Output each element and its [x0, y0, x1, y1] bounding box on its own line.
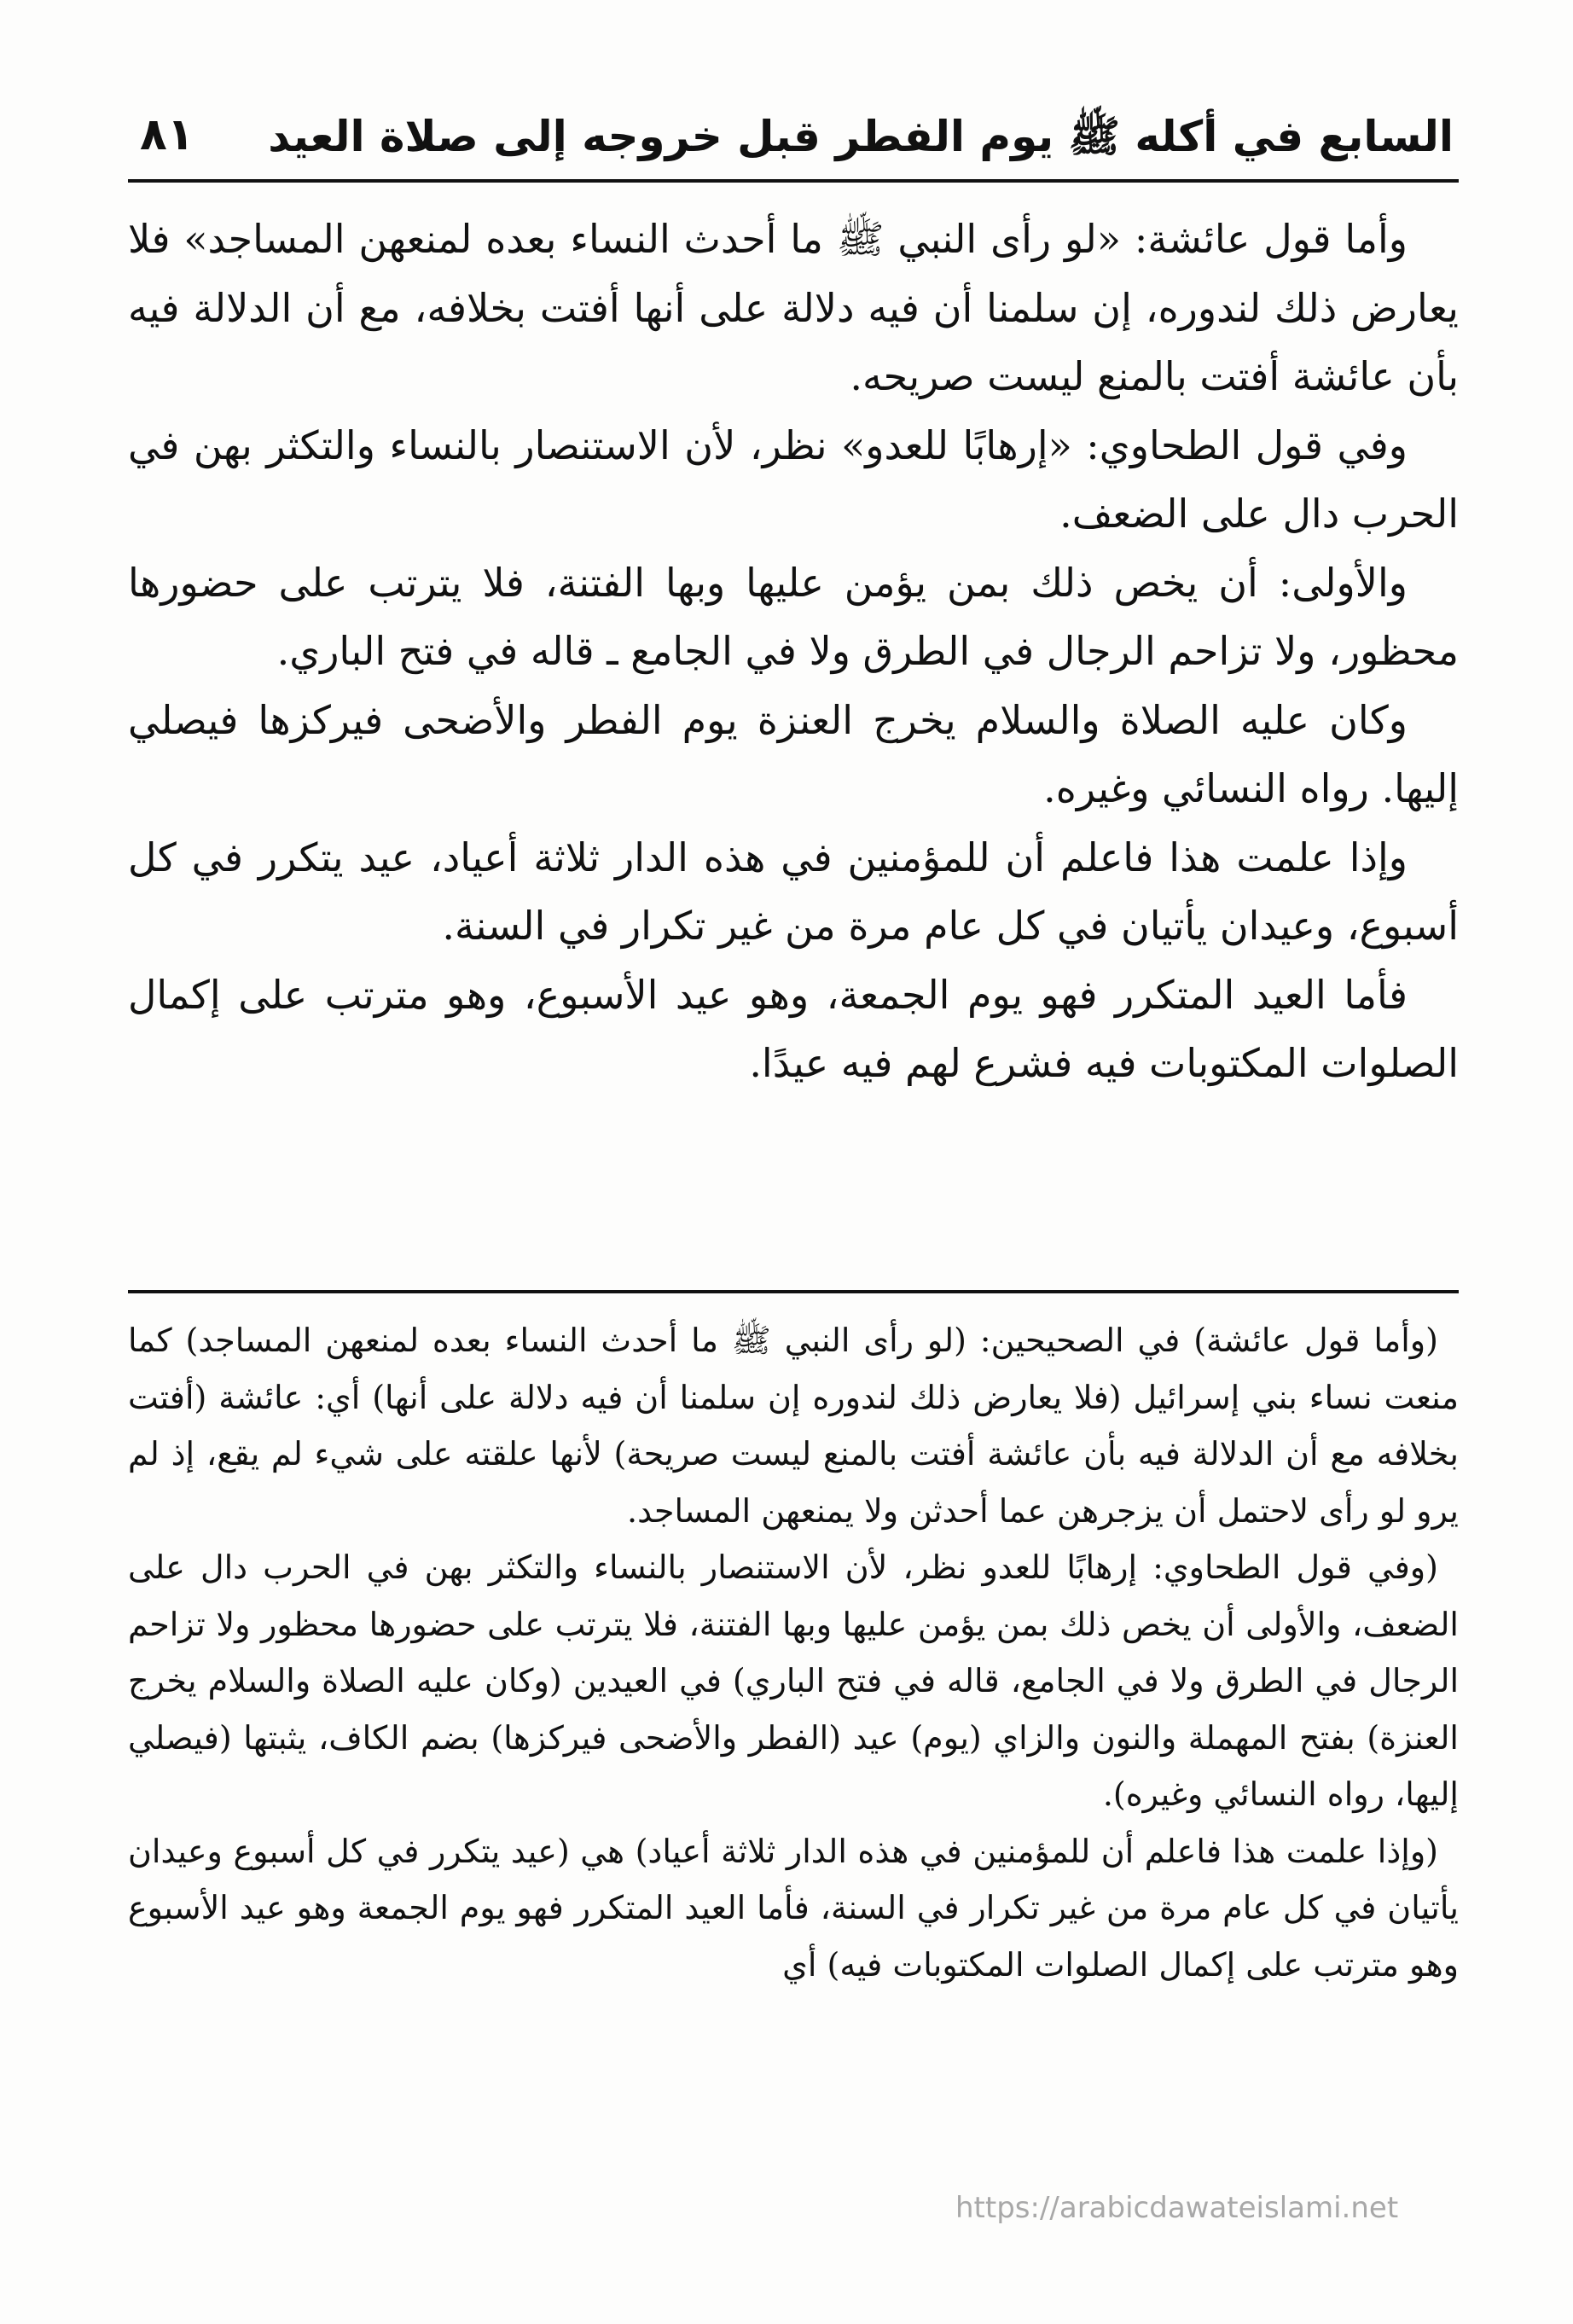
main-text [128, 205, 1459, 1098]
page-number: ٨١ [140, 109, 194, 160]
main-paragraph: وأما قول عائشة: «لو رأى النبي ﷺ ما أحدث النساء بعده لمنعهن المساجد» فلا يعارض ذلك لندوره، إن سلمنا أن فيه دلالة على أنها أفتت بخلافه، مع أن الدلالة فيه بأن عائشة أفتت بالمنع ليست صريحه. [128, 216, 1459, 399]
main-paragraph: فأما العيد المتكرر فهو يوم الجمعة، وهو عيد الأسبوع، وهو مترتب على إكمال الصلوات المكتوبات فيه فشرع لهم فيه عيدًا. [128, 971, 1459, 1086]
commentary-paragraph: (وفي قول الطحاوي: إرهابًا للعدو نظر، لأن الاستنصار بالنساء والتكثر بهن في الحرب دال على الضعف، والأولى أن يخص ذلك بمن يؤمن عليها وبها الفتنة، فلا يترتب على حضورها محظور ولا تزاحم الرجال في الطرق ولا في الجامع، قاله في فتح الباري) في العيدين (وكان عليه الصلاة والسلام يخرج العنزة) بفتح المهملة والنون والزاي (يوم) عيد (الفطر والأضحى فيركزها) بضم الكاف، يثبتها (فيصلي إليها، رواه النسائي وغيره). [128, 1548, 1459, 1813]
main-paragraph: وفي قول الطحاوي: «إرهابًا للعدو» نظر، لأن الاستنصار بالنساء والتكثر بهن في الحرب دال على الضعف. [128, 421, 1459, 537]
section-divider [128, 1290, 1459, 1293]
commentary-paragraph: (وإذا علمت هذا فاعلم أن للمؤمنين في هذه الدار ثلاثة أعياد) هي (عيد يتكرر في كل أسبوع وعيدان يأتيان في كل عام مرة من غير تكرار في السنة، فأما العيد المتكرر فهو يوم الجمعة وهو عيد الأسبوع وهو مترتب على إكمال الصلوات المكتوبات فيه) أي [128, 1832, 1459, 1984]
running-title: السابع في أكله ﷺ يوم الفطر قبل خروجه إلى صلاة العيد [268, 112, 1454, 161]
main-paragraph: والأولى: أن يخص ذلك بمن يؤمن عليها وبها الفتنة، فلا يترتب على حضورها محظور، ولا تزاحم الرجال في الطرق ولا في الجامع ـ قاله في فتح الباري. [128, 559, 1459, 674]
main-paragraph: وكان عليه الصلاة والسلام يخرج العنزة يوم الفطر والأضحى فيركزها فيصلي إليها. رواه النسائي وغيره. [128, 696, 1459, 811]
commentary-paragraph: (وأما قول عائشة) في الصحيحين: (لو رأى النبي ﷺ ما أحدث النساء بعده لمنعهن المساجد) كما منعت نساء بني إسرائيل (فلا يعارض ذلك لندوره إن سلمنا أن فيه دلالة على أنها) أي: عائشة (أفتت بخلافه مع أن الدلالة فيه بأن عائشة أفتت بالمنع ليست صريحة) لأنها علقته على شيء لم يقع، إذ لم يرو لو رأى لاحتمل أن يزجرهن عما أحدثن ولا يمنعهن المساجد. [128, 1322, 1459, 1530]
watermark-url: https://arabicdawateislami.net [955, 2191, 1399, 2225]
main-paragraph: وإذا علمت هذا فاعلم أن للمؤمنين في هذه الدار ثلاثة أعياد، عيد يتكرر في كل أسبوع، وعيدان يأتيان في كل عام مرة من غير تكرار في السنة. [128, 834, 1459, 949]
commentary-text [128, 1312, 1459, 1993]
page-header [128, 101, 1459, 183]
